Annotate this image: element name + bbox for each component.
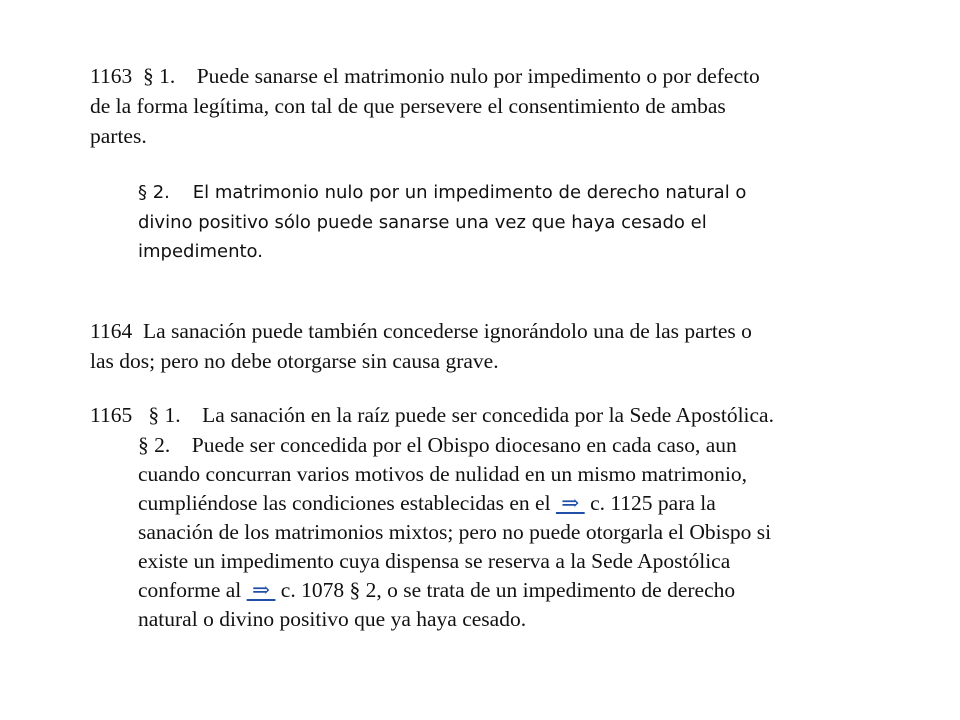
canon-1165-line-4-prefix: cumpliéndose las condiciones establecidas en el [138,491,556,515]
canon-1163-para-2-line-2: divino positivo sólo puede sanarse una vez que haya cesado el [138,212,707,233]
canon-1165-line-7-suffix: c. 1078 § 2, o se trata de un impedimento de derecho [275,578,736,602]
canon-1165-line-5: sanación de los matrimonios mixtos; pero no puede otorgarla el Obispo si [138,520,772,544]
canon-1165-line-7 [138,576,735,606]
canon-1165-line-6: existe un impedimento cuya dispensa se reserva a la Sede Apostólica [138,549,731,573]
canon-1163-line-1: 1163 § 1. Puede sanarse el matrimonio nulo por impedimento o por defecto [90,64,760,88]
canon-1165-line-4 [138,489,716,519]
cross-reference-link-c1078[interactable]: ⇒ [246,578,276,602]
canon-1165-line-1: 1165 § 1. La sanación en la raíz puede ser concedida por la Sede Apostólica. [90,403,774,427]
canon-1163-para-2-line-1: § 2. El matrimonio nulo por un impedimento de derecho natural o [138,182,747,203]
canon-1165-line-3: cuando concurran varios motivos de nulidad en un mismo matrimonio, [138,462,748,486]
canon-1164-line-2: las dos; pero no debe otorgarse sin causa grave. [90,349,499,373]
canon-1163-line-3: partes. [90,124,147,148]
canon-1165-line-7-prefix: conforme al [138,578,247,602]
canon-1165-line-2: § 2. Puede ser concedida por el Obispo diocesano en cada caso, aun [138,433,737,457]
canon-1163-line-2: de la forma legítima, con tal de que persevere el consentimiento de ambas [90,94,726,118]
canon-1163-para-2-line-3: impedimento. [138,241,263,262]
canon-1165-line-8: natural o divino positivo que ya haya cesado. [138,607,527,631]
canon-1165-line-4-suffix: c. 1125 para la [584,491,716,515]
canon-1164-line-1: 1164 La sanación puede también concederse ignorándolo una de las partes o [90,319,752,343]
cross-reference-link-c1125[interactable]: ⇒ [555,491,585,515]
